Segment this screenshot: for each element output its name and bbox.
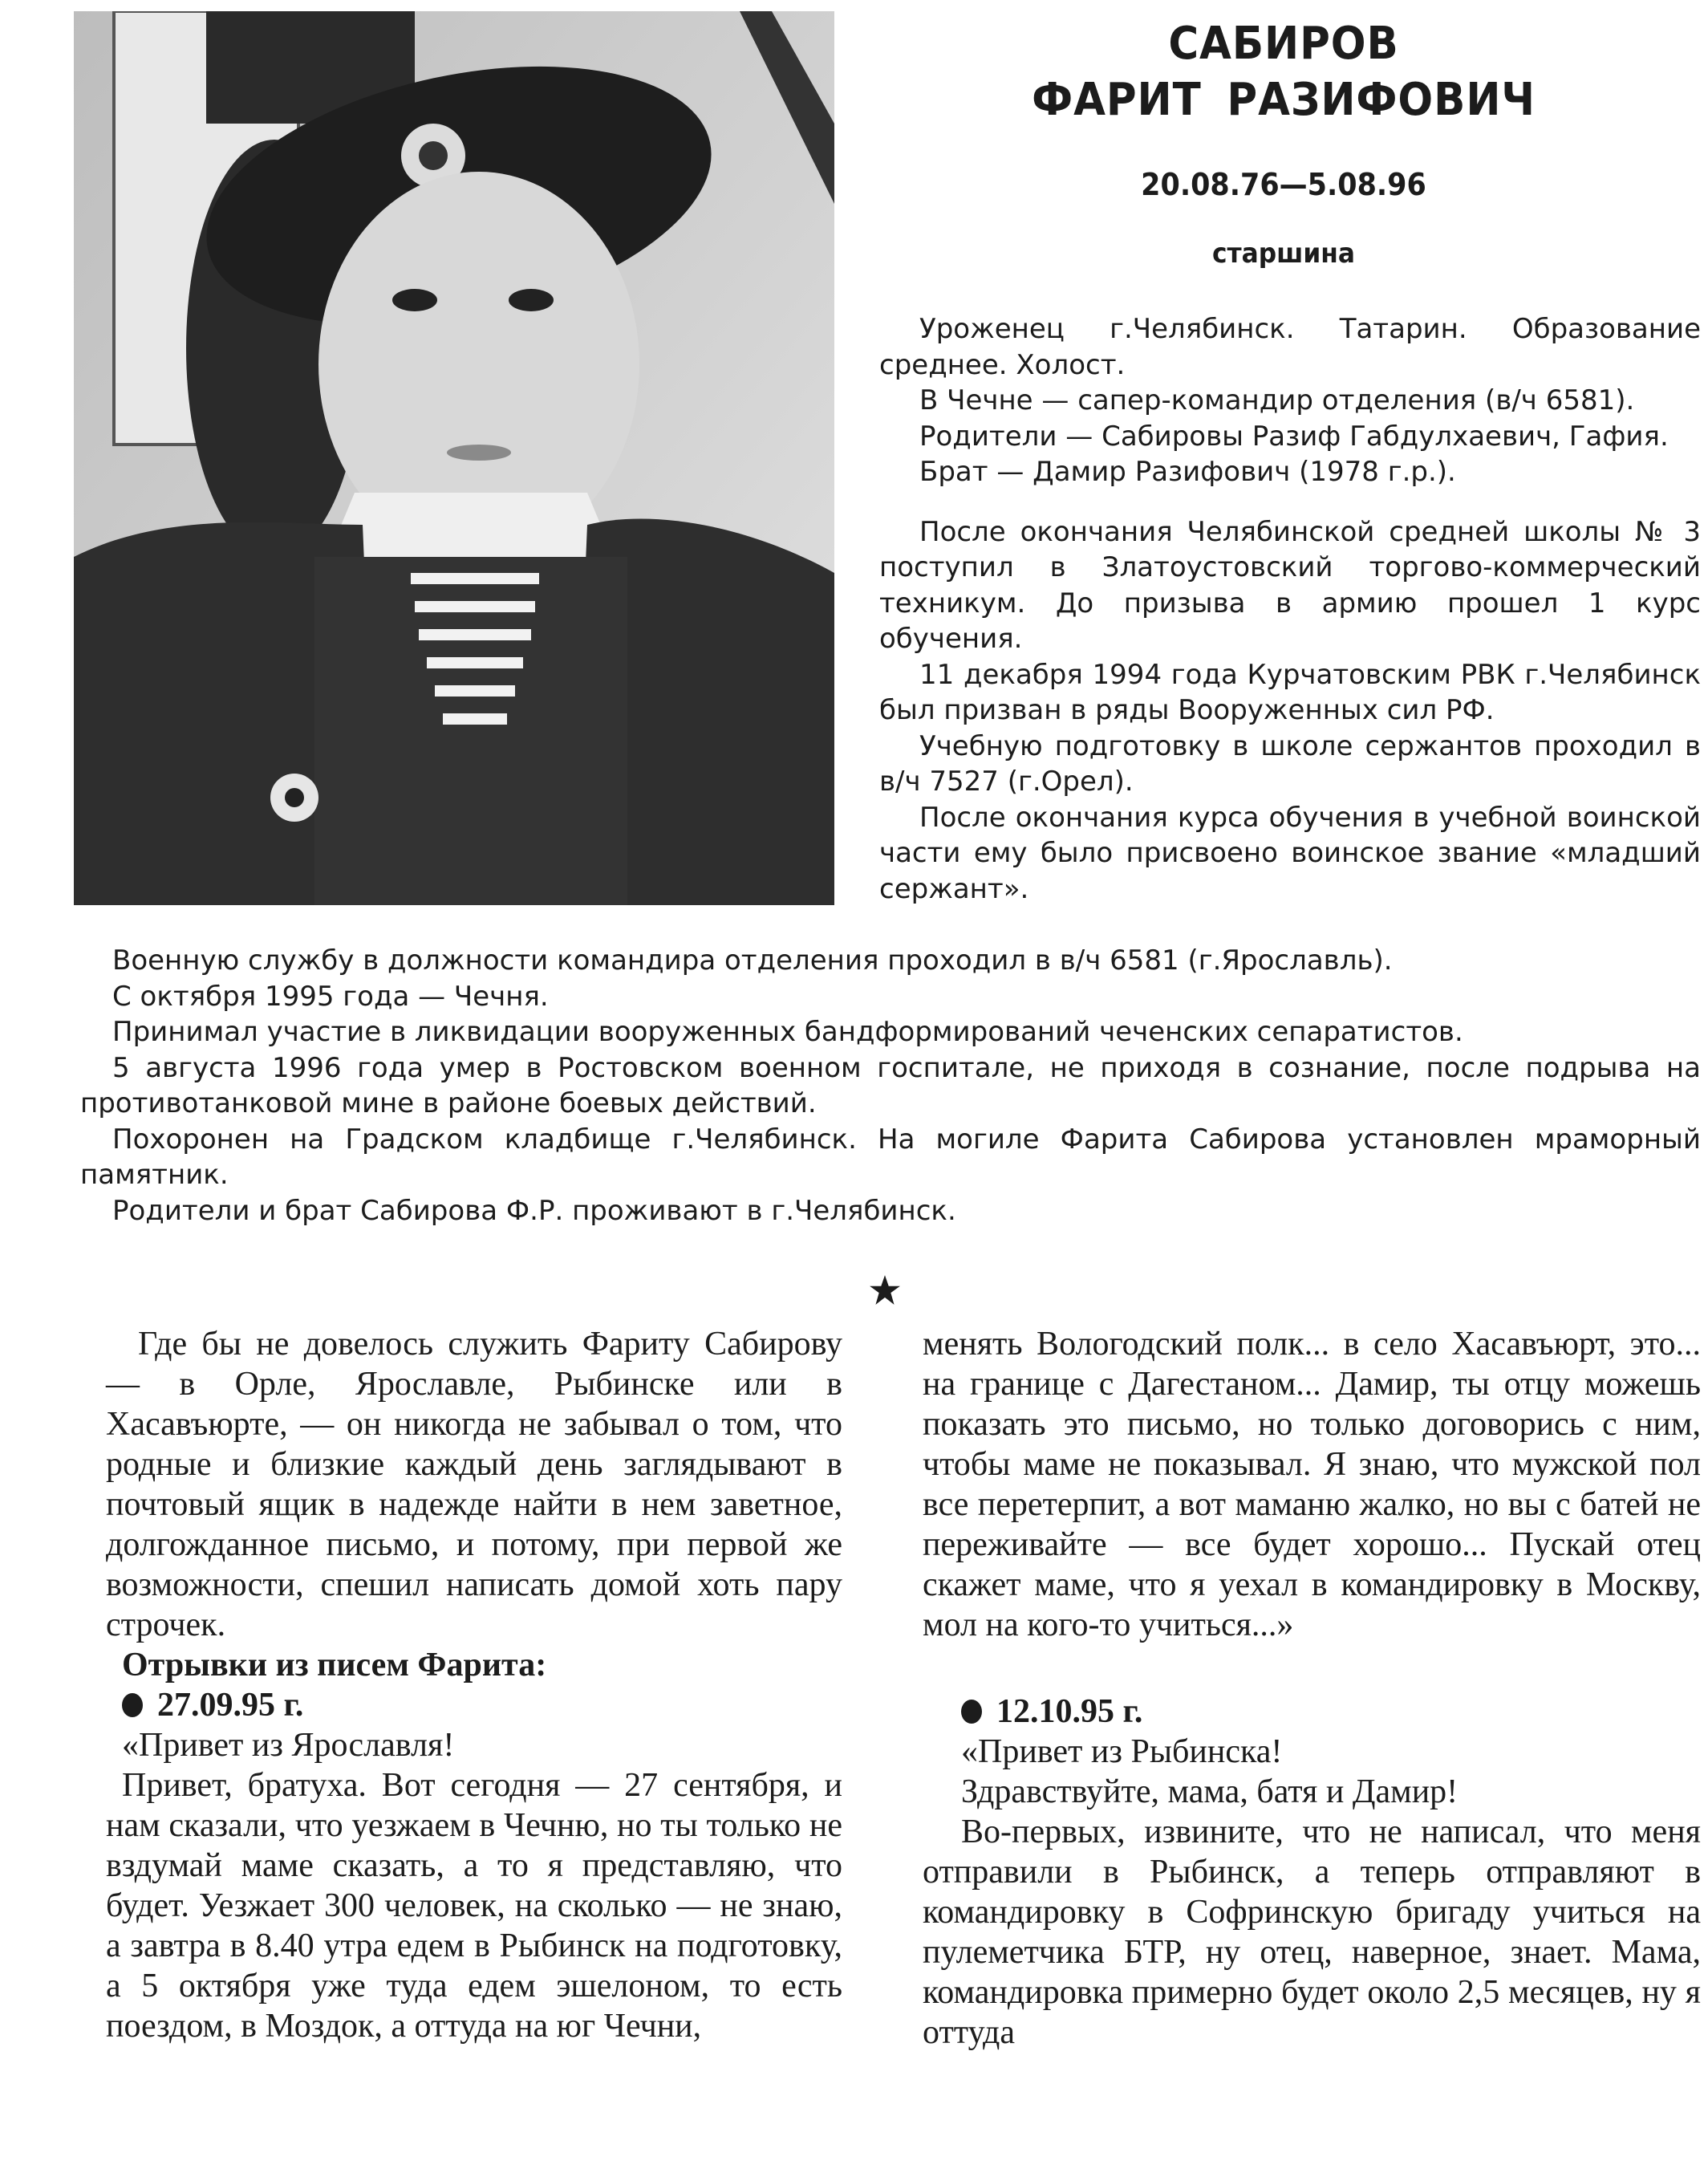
bio-paragraph: Принимал участие в ликвидации вооруженных бандформирований чеченских сепаратистов. [112, 1016, 1463, 1048]
spacer [923, 1645, 1701, 1692]
portrait-image [74, 11, 834, 905]
bio-right-column [879, 311, 1701, 907]
star-icon [868, 1273, 902, 1307]
letter-date-text: 27.09.95 г. [157, 1687, 304, 1724]
letters-heading: Отрывки из писем Фарита: [122, 1647, 547, 1684]
letter-date-1 [106, 1685, 842, 1725]
bio-paragraph: В Чечне — сапер-командир отделения (в/ч 6581). [919, 384, 1635, 416]
letter-greeting-2: «Привет из Рыбинска! [961, 1733, 1283, 1770]
letters-right-column [923, 1324, 1701, 2053]
bio-paragraph: Уроженец г.Челябинск. Татарин. Образование среднее. Холост. [879, 313, 1701, 381]
letter-salutation-2: Здравствуйте, мама, батя и Дамир! [961, 1773, 1458, 1810]
spacer [879, 490, 1701, 514]
bullet-icon [961, 1700, 982, 1724]
bio-paragraph: 11 декабря 1994 года Курчатовским РВК г.Челябинск был призван в ряды Вооруженных сил РФ. [879, 658, 1701, 726]
bio-paragraph: 5 августа 1996 года умер в Ростовском военном госпитале, не приходя в сознание, после подрыва на противотанковой мине в районе боевых действий. [80, 1051, 1701, 1119]
given-names: ФАРИТ РАЗИФОВИЧ [1032, 74, 1536, 126]
bio-paragraph: После окончания курса обучения в учебной воинской части ему было присвоено воинское звание «младший сержант». [879, 801, 1701, 905]
bio-paragraph: Военную службу в должности командира отделения проходил в в/ч 6581 (г.Ярославль). [112, 944, 1393, 977]
letter-date-text: 12.10.95 г. [996, 1693, 1143, 1730]
bio-paragraph: Родители и брат Сабирова Ф.Р. проживают в г.Челябинск. [112, 1194, 956, 1227]
bio-paragraph: После окончания Челябинской средней школы № 3 поступил в Златоустовский торгово-коммерческий техникум. До призыва в армию прошел 1 курс обучения. [879, 515, 1701, 655]
surname: САБИРОВ [1168, 18, 1399, 70]
letter-body-2: Во-первых, извините, что не написал, что меня отправили в Рыбинск, а теперь отправляют в командировку в Софринскую бригаду учиться на пулеметчика БТР, ну отец, наверное, знает. Мама, командировка примерно будет около 2,5 месяцев, ну я оттуда [923, 1813, 1701, 2051]
header [882, 16, 1685, 270]
letters-intro: Где бы не довелось служить Фариту Сабирову — в Орле, Ярославле, Рыбинске или в Хасавъюрте, — он никогда не забывал о том, что родные и близкие каждый день заглядывают в почтовый ящик в надежде найти в нем заветное, долгожданное письмо, и потому, при первой же возможности, спешил написать домой хоть пару строчек. [106, 1326, 842, 1643]
portrait-photo [74, 11, 834, 905]
bio-paragraph: С октября 1995 года — Чечня. [112, 980, 549, 1013]
bio-paragraph: Родители — Сабировы Разиф Габдулхаевич, Гафия. [919, 420, 1669, 453]
bullet-icon [122, 1693, 143, 1717]
bio-full-width [80, 943, 1701, 1229]
letter-body-1: Привет, братуха. Вот сегодня — 27 сентября, и нам сказали, что уезжаем в Чечню, но ты только не вздумай маме сказать, а то я представляю, что будет. Уезжает 300 человек, на сколько — не знаю, а завтра в 8.40 утра едем в Рыбинск на подготовку, а 5 октября уже туда едем эшелоном, то есть поездом, в Моздок, а оттуда на юг Чечни, [106, 1767, 842, 2045]
bio-paragraph: Учебную подготовку в школе сержантов проходил в в/ч 7527 (г.Орел). [879, 729, 1701, 798]
rank: старшина [1211, 238, 1356, 270]
letters-left-column [106, 1324, 842, 2046]
letter-date-2 [923, 1692, 1701, 1732]
life-dates: 20.08.76—5.08.96 [1141, 167, 1426, 202]
letter-continuation-1: менять Вологодский полк... в село Хасавъюрт, это... на границе с Дагестаном... Дамир, ты отцу можешь показать это письмо, но только договорись с ним, чтобы маме не показывал. Я знаю, что мужской пол все перетерпит, а вот маманю жалко, но вы с батей не переживайте — все будет хорошо... Пускай отец скажет маме, что я уехал в командировку в Москву, мол на кого-то учиться...» [923, 1326, 1701, 1643]
letter-greeting-1: «Привет из Ярославля! [122, 1727, 455, 1764]
bio-paragraph: Брат — Дамир Разифович (1978 г.р.). [919, 456, 1456, 488]
bio-paragraph: Похоронен на Градском кладбище г.Челябинск. На могиле Фарита Сабирова установлен мраморный памятник. [80, 1123, 1701, 1191]
